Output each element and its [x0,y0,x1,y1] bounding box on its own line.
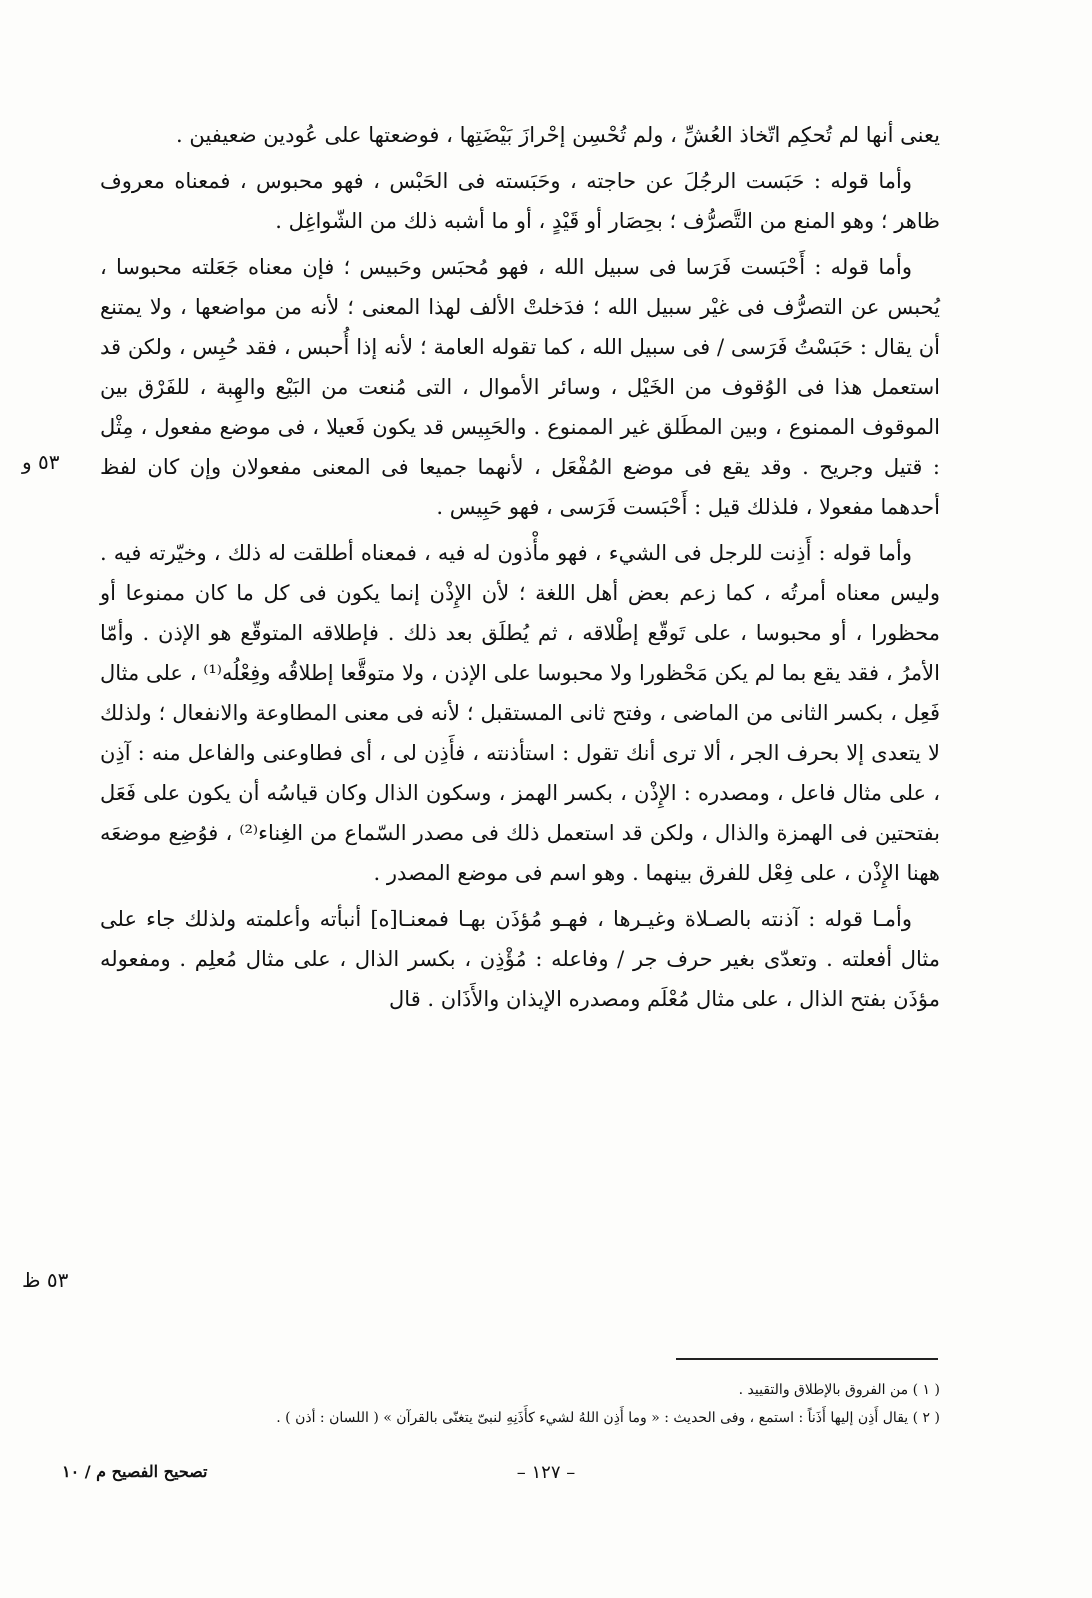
page-number: – ١٢٧ – [516,1462,576,1483]
main-text [100,115,940,1025]
footnotes [100,1376,940,1432]
paragraph-1: يعنى أنها لم تُحكِم اتّخاذ العُشِّ ، ولم تُحْسِن إحْرازَ بَيْضَتِها ، فوضعتها على عُودين ضعيفين . [176,123,940,147]
footnote-1: ( ١ ) من الفروق بالإطلاق والتقييد . [738,1382,940,1398]
paragraph-2: وأما قوله : حَبَست الرجُلَ عن حاجته ، وحَبَسته فى الحَبْس ، فهو محبوس ، فمعناه معروف ظاهر ؛ وهو المنع من التَّصرُّف ؛ بحِصَار أو قَيْدٍ ، أو ما أشبه ذلك من الشّواغِل . [100,169,940,233]
paragraph-4: وأما قوله : أَذِنت للرجل فى الشيء ، فهو مأْذون له فيه ، فمعناه أطلقت له ذلك ، وخيّرته فيه . وليس معناه أمرتُه ، كما زعم بعض أهل اللغة ؛ لأن الإِذْن إنما يكون فى كل ما كان ممنوعا أو محظورا ، أو محبوسا ، على تَوقّع إطْلاقه ، ثم يُطلَق بعد ذلك . فإطلاقه المتوقّع هو الإذن . وأمّا الأمرُ ، فقد يقع بما لم يكن مَحْظورا ولا محبوسا على الإذن ، ولا متوقَّعا إطلاقُه وفِعْلُه⁽¹⁾ ، على مثال فَعِل ، بكسر الثانى من الماضى ، وفتح ثانى المستقبل ؛ لأنه فى معنى المطاوعة والانفعال ؛ ولذلك لا يتعدى إلا بحرف الجر ، ألا ترى أنك تقول : استأذنته ، فأَذِن لى ، أى فطاوعنى والفاعل منه : آذِن ، على مثال فاعل ، ومصدره : الإِذْن ، بكسر الهمز ، وسكون الذال وكان قياسُه أن يكون على فَعَل بفتحتين فى الهمزة والذال ، ولكن قد استعمل ذلك فى مصدر السّماع من الغِناء⁽²⁾ ، فوُضِع موضعَه ههنا الإِذْن ، على فِعْل للفرق بينهما . وهو اسم فى موضع المصدر . [100,541,940,885]
margin-folio-note-1: ٥٣ و [22,450,60,474]
footnote-divider [676,1358,938,1360]
margin-folio-note-2: ٥٣ ظ [22,1268,69,1292]
footnote-2: ( ٢ ) يقال أَذِن إليها أَذَناً : استمع ، وفى الحديث : « وما أَذِن اللهُ لشيء كأَذَنِهِ لنبىّ يتغنّى بالقرآن » ( اللسان : أذن ) . [276,1410,940,1426]
paragraph-3: وأما قوله : أَحْبَست فَرَسا فى سبيل الله ، فهو مُحبَس وحَبيس ؛ فإن معناه جَعَلته محبوسا ، يُحبس عن التصرُّف فى غيْر سبيل الله ؛ فدَخلتْ الألف لهذا المعنى ؛ لأنه من مواضعها ، ولا يمتنع أن يقال : حَبَسْتُ فَرَسى / فى سبيل الله ، كما تقوله العامة ؛ لأنه إذا أُحبس ، فقد حُبِس ، ولكن قد استعمل هذا فى الوُقوف من الخَيْل ، وسائر الأموال ، التى مُنعت من البَيْع والهِبة ، للفَرْق بين الموقوف الممنوع ، وبين المطَلق غير الممنوع . والحَبِيس قد يكون فَعيلا ، فى موضع مفعول ، مِثْل : قتيل وجريح . وقد يقع فى موضع المُفْعَل ، لأنهما جميعا فى المعنى مفعولان وإن كان لفظ أحدهما مفعولا ، فلذلك قيل : أَحْبَست فَرَسى ، فهو حَبِيس . [100,255,940,519]
paragraph-5: وأمـا قوله : آذنته بالصـلاة وغيـرها ، فهـو مُؤذَن بهـا فمعنـا[ه] أنبأته وأعلمته ولذلك جاء على مثال أفعلته . وتعدّى بغير حرف جر / وفاعله : مُؤْذِن ، بكسر الذال ، على مثال مُعلِم . ومفعوله مؤذَن بفتح الذال ، على مثال مُعْلَم ومصدره الإيذان والأَذَان . قال [100,907,940,1011]
running-title: تصحيح الفصيح م / ١٠ [62,1462,208,1481]
